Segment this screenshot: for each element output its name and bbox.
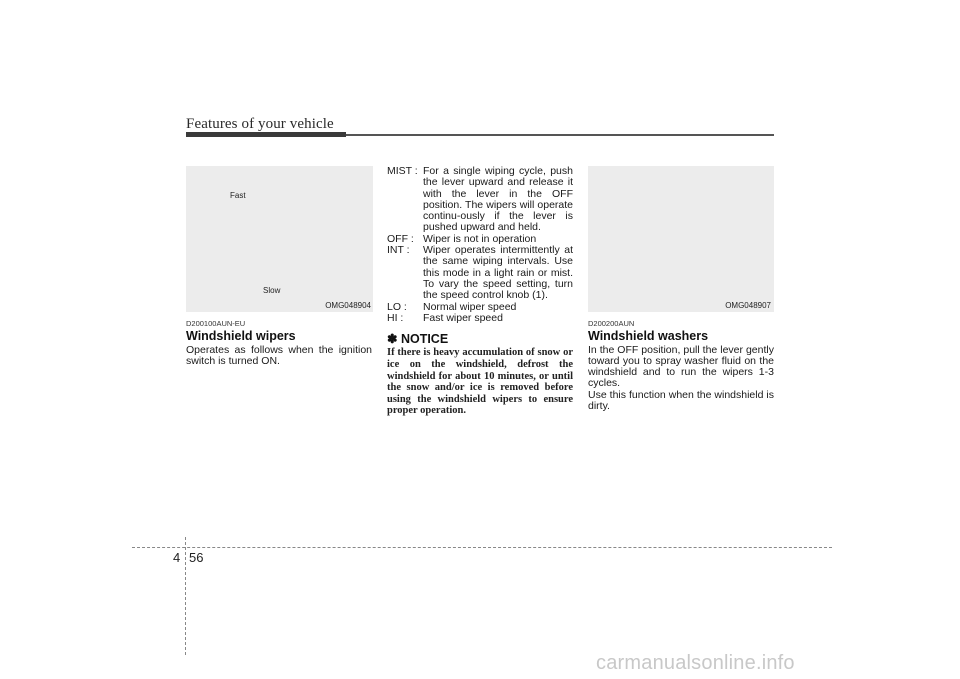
page-number: 56: [189, 550, 204, 565]
mode-text: Normal wiper speed: [423, 300, 517, 313]
chapter-number: 4: [173, 550, 181, 565]
wiper-mode-mist: [387, 166, 573, 234]
section-code: D200200AUN: [588, 319, 635, 328]
figure-label-slow: Slow: [263, 286, 281, 295]
footer-rule: [132, 547, 832, 548]
header-bar: [186, 132, 346, 137]
section-body: Operates as follows when the ignition switch is turned ON.: [186, 343, 372, 367]
washer-figure: [588, 166, 774, 312]
figure-code: OMG048907: [725, 301, 771, 310]
middle-column: [387, 166, 573, 417]
left-column: [186, 318, 372, 367]
wiper-mode-int: [387, 245, 573, 301]
notice-title: ✽ NOTICE: [387, 332, 449, 347]
footer-divider: [185, 537, 186, 655]
section-heading: Windshield wipers: [186, 329, 296, 344]
mode-key: LO :: [387, 300, 407, 313]
section-body-2: Use this function when the windshield is dirty.: [588, 388, 774, 413]
wiper-mode-hi: [387, 313, 573, 324]
watermark: carmanualsonline.info: [596, 652, 795, 674]
section-code: D200100AUN-EU: [186, 319, 246, 328]
right-column: [588, 318, 774, 412]
wiper-figure: [186, 166, 373, 312]
section-heading: Windshield washers: [588, 329, 709, 344]
figure-code: OMG048904: [325, 301, 371, 310]
header-rule: [346, 134, 774, 136]
mode-text: Fast wiper speed: [423, 311, 503, 324]
notice-text: If there is heavy accumulation of snow or ice on the windshield, defrost the windshield for about 10 minutes, or until the snow and/or ice is removed before using the windshield wipers to ensure proper operation.: [387, 347, 573, 417]
page-header-title: Features of your vehicle: [186, 116, 334, 132]
mode-key: INT :: [387, 244, 410, 257]
mode-key: OFF :: [387, 232, 414, 245]
mode-text: For a single wiping cycle, push the lever upward and release it with the lever in the OFF position. The wipers will operate continu-ously if the lever is pushed upward and held.: [423, 165, 573, 234]
figure-label-fast: Fast: [230, 191, 246, 200]
mode-text: Wiper is not in operation: [423, 232, 537, 245]
mode-text: Wiper operates intermittently at the same wiping intervals. Use this mode in a light rain or mist. To vary the speed setting, turn the speed control knob (1).: [423, 244, 573, 302]
mode-key: HI :: [387, 311, 404, 324]
mode-key: MIST :: [387, 165, 418, 177]
section-body: In the OFF position, pull the lever gently toward you to spray washer fluid on the windshield and to run the wipers 1-3 cycles.: [588, 343, 774, 390]
